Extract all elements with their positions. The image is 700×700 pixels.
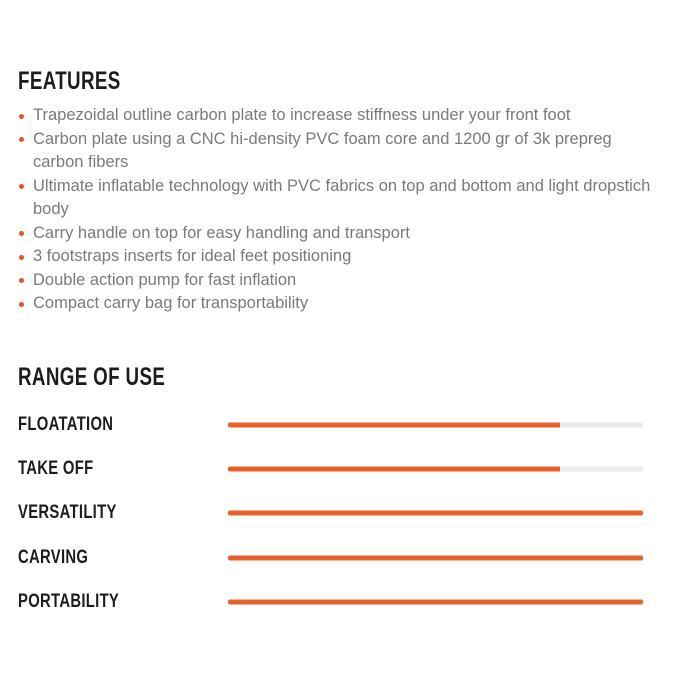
rating-bar-fill [228,467,560,472]
bullet-dot-icon [19,255,24,260]
rating-bar-track [228,599,643,604]
features-section-title: FEATURES [18,67,121,95]
range-category-label: PORTABILITY [18,590,120,612]
feature-text: Double action pump for fast inflation [33,270,297,289]
feature-list-item [18,269,663,293]
features-list [18,104,663,316]
feature-text: Carbon plate using a CNC hi-density PVC foam core and 1200 gr of 3k prepreg carbon fibers [33,129,612,171]
rating-bar-fill [228,511,643,516]
range-category-label: TAKE OFF [18,458,94,480]
feature-list-item [18,245,663,269]
feature-list-item [18,128,663,175]
range-category-label: VERSATILITY [18,502,117,524]
range-of-use-row [0,491,700,535]
range-category-label: CARVING [18,546,89,568]
rating-bar-fill [228,555,643,560]
feature-list-item [18,292,663,316]
range-of-use-row [0,580,700,624]
range-category-label: FLOATATION [18,414,114,436]
rating-bar-track [228,555,643,560]
bullet-dot-icon [19,231,24,236]
bullet-dot-icon [19,302,24,307]
feature-text: 3 footstraps inserts for ideal feet positioning [33,247,352,265]
feature-text: Carry handle on top for easy handling and transport [33,223,410,242]
bullet-dot-icon [19,137,24,142]
range-of-use-section-title: RANGE OF USE [18,363,166,391]
feature-text: Trapezoidal outline carbon plate to increase stiffness under your front foot [33,106,571,124]
rating-bar-track [228,511,643,516]
feature-list-item [18,222,663,246]
feature-list-item [18,104,663,128]
feature-text: Ultimate inflatable technology with PVC fabrics on top and bottom and light dropstich body [33,176,651,218]
bullet-dot-icon [19,278,24,283]
range-of-use-row [0,403,700,447]
range-of-use-chart [0,403,700,624]
rating-bar-track [228,423,643,428]
rating-bar-track [228,467,643,472]
feature-text: Compact carry bag for transportability [33,294,309,312]
range-of-use-row [0,447,700,491]
bullet-dot-icon [19,114,24,119]
feature-list-item [18,175,663,222]
rating-bar-fill [228,423,560,428]
rating-bar-fill [228,599,643,604]
bullet-dot-icon [19,184,24,189]
range-of-use-row [0,536,700,580]
